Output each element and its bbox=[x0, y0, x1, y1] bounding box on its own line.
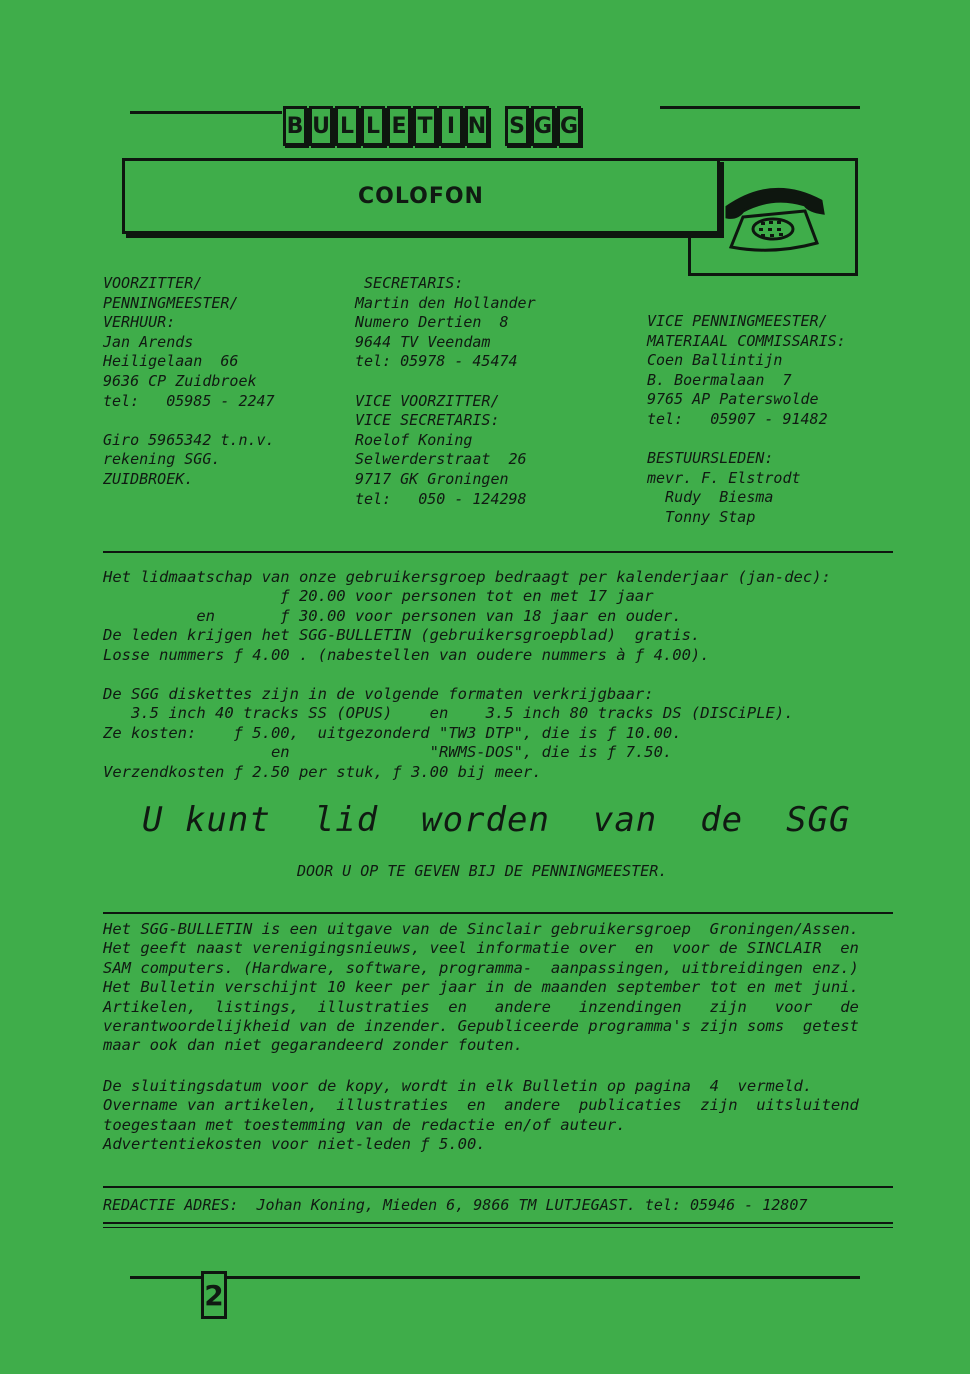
footer-divider-bottom bbox=[103, 1222, 893, 1224]
page-rule bbox=[130, 1276, 860, 1279]
title-letter: S bbox=[505, 106, 529, 146]
contact-column-treasurer: VICE PENNINGMEESTER/ MATERIAAL COMMISSARIS: Coen Ballintijn B. Boermalaan 7 9765 AP Paterswolde tel: 05907 - 91482 BESTUURSLEDEN: mevr. F. Elstrodt Rudy Biesma Tonny Stap bbox=[647, 312, 846, 526]
divider bbox=[103, 551, 893, 553]
title-letter: I bbox=[439, 106, 463, 146]
diskettes-text: De SGG diskettes zijn in de volgende formaten verkrijgbaar: 3.5 inch 40 tracks SS (OPUS) en 3.5 inch 80 tracks DS (DISCiPLE). Ze kosten: ƒ 5.00, uitgezonderd "TW3 DTP", die is ƒ 10.00. en "RWMS-DOS", die is ƒ 7.50. Verzendkosten ƒ 2.50 per stuk, ƒ 3.00 bij meer. bbox=[103, 685, 794, 781]
masthead-rule-left bbox=[130, 111, 282, 114]
footer-divider-bottom-2 bbox=[103, 1227, 893, 1228]
deadline-text: De sluitingsdatum voor de kopy, wordt in elk Bulletin op pagina 4 vermeld. Overname van artikelen, illustraties en andere publicaties zijn uitsluitend toegestaan met toestemming van de redactie en/of auteur. Advertentiekosten voor niet-leden ƒ 5.00. bbox=[103, 1077, 859, 1154]
title-letter: G bbox=[531, 106, 555, 146]
editorial-address: REDACTIE ADRES: Johan Koning, Mieden 6, 9866 TM LUTJEGAST. tel: 05946 - 12807 bbox=[103, 1196, 808, 1214]
title-letter: U bbox=[309, 106, 333, 146]
page-number: 2 bbox=[201, 1271, 227, 1319]
title-letter: N bbox=[465, 106, 489, 146]
join-headline: U kunt lid worden van de SGG bbox=[142, 800, 851, 840]
footer-divider-top bbox=[103, 1186, 893, 1188]
join-subline: DOOR U OP TE GEVEN BIJ DE PENNINGMEESTER. bbox=[297, 862, 668, 880]
about-text: Het SGG-BULLETIN is een uitgave van de Sinclair gebruikersgroep Groningen/Assen. Het geeft naast verenigingsnieuws, veel informatie over en voor de SINCLAIR en SAM computers. (Hardware, software, programma- aanpassingen, uitbreidingen enz.) Het Bulletin verschijnt 10 keer per jaar in de maanden september tot en met juni. Artikelen, listings, illustraties en andere inzendingen zijn voor de verantwoordelijkheid van de inzender. Gepubliceerde programma's zijn soms getest maar ook dan niet gegarandeerd zonder fouten. bbox=[103, 920, 859, 1055]
section-title: COLOFON bbox=[358, 183, 484, 209]
title-letter: G bbox=[557, 106, 581, 146]
contact-column-secretary: SECRETARIS: Martin den Hollander Numero Dertien 8 9644 TV Veendam tel: 05978 - 45474 VICE VOORZITTER/ VICE SECRETARIS: Roelof Koning Selwerderstraat 26 9717 GK Groningen tel: 050 - 124298 bbox=[355, 274, 536, 508]
masthead-rule-right bbox=[660, 106, 860, 109]
divider bbox=[103, 912, 893, 914]
section-banner bbox=[122, 158, 720, 234]
telephone-icon bbox=[713, 177, 833, 257]
title-letter: T bbox=[413, 106, 437, 146]
contact-column-chair: VOORZITTER/ PENNINGMEESTER/ VERHUUR: Jan Arends Heiligelaan 66 9636 CP Zuidbroek tel: 05985 - 2247 Giro 5965342 t.n.v. rekening SGG. ZUIDBROEK. bbox=[103, 274, 275, 488]
membership-text: Het lidmaatschap van onze gebruikersgroep bedraagt per kalenderjaar (jan-dec): ƒ 20.00 voor personen tot en met 17 jaar en ƒ 30.00 voor personen van 18 jaar en ouder. De leden krijgen het SGG-BULLETIN (gebruikersgroepblad) gratis. Losse nummers ƒ 4.00 . (nabestellen van oudere nummers à ƒ 4.00). bbox=[103, 568, 831, 664]
title-letter: B bbox=[283, 106, 307, 146]
title-letter: E bbox=[387, 106, 411, 146]
title-letter: L bbox=[361, 106, 385, 146]
title-letter: L bbox=[335, 106, 359, 146]
masthead-title bbox=[283, 106, 581, 146]
